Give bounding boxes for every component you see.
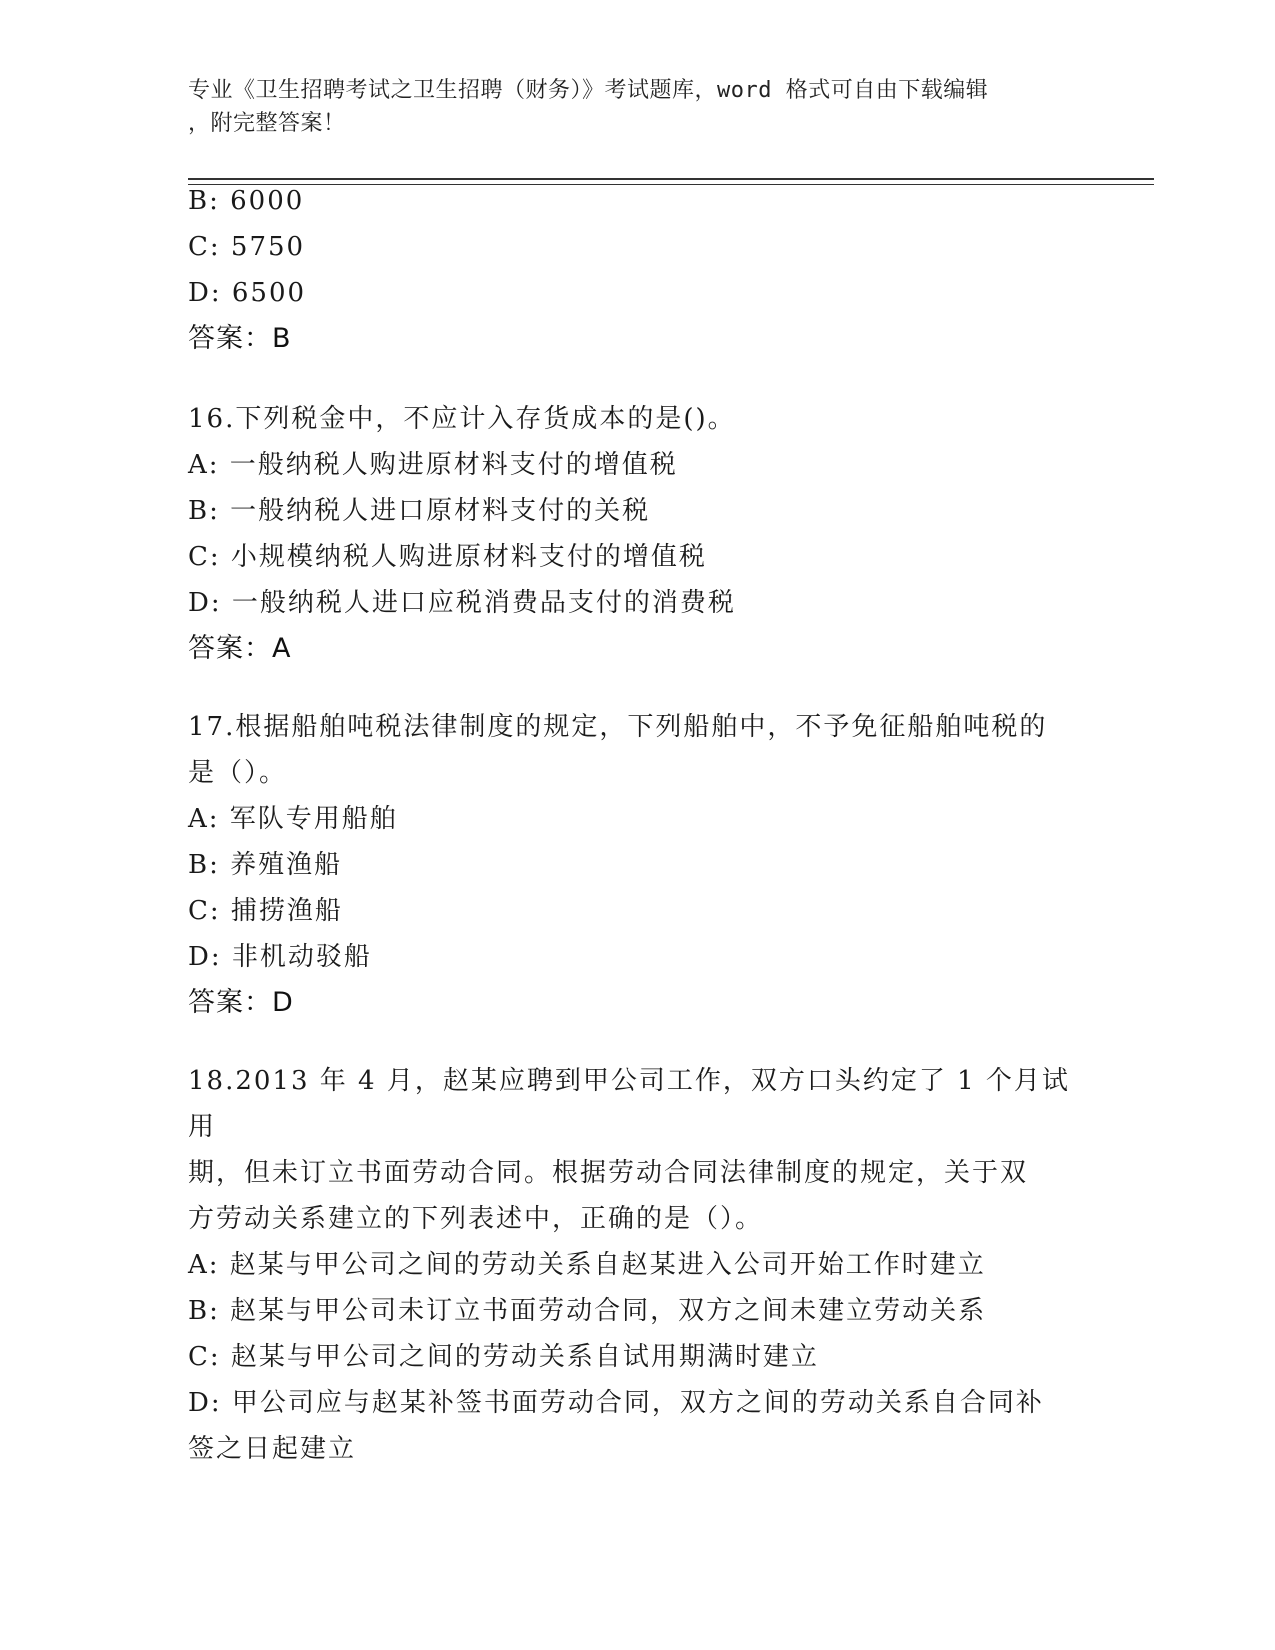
option-b: B: 养殖渔船 [188, 850, 343, 880]
question-17 [188, 704, 1088, 1026]
option-d-line-2: 签之日起建立 [188, 1434, 357, 1464]
answer-label: 答案：D [188, 987, 294, 1018]
question-title-line-2: 是（）。 [188, 758, 288, 788]
option-a: A: 一般纳税人购进原材料支付的增值税 [188, 450, 678, 480]
option-d: D: 6500 [188, 278, 307, 308]
option-d-line-1: D: 甲公司应与赵某补签书面劳动合同，双方之间的劳动关系自合同补 [188, 1388, 1044, 1418]
option-a: A: 军队专用船舶 [188, 804, 398, 834]
question-title-line-2: 期，但未订立书面劳动合同。根据劳动合同法律制度的规定，关于双 [188, 1158, 1029, 1188]
option-b: B: 6000 [188, 186, 305, 216]
question-title-line-3: 方劳动关系建立的下列表述中，正确的是（）。 [188, 1204, 764, 1234]
question-18 [188, 1058, 1088, 1472]
option-b: B: 赵某与甲公司未订立书面劳动合同，双方之间未建立劳动关系 [188, 1296, 987, 1326]
option-b: B: 一般纳税人进口原材料支付的关税 [188, 496, 651, 526]
question-title-line-1: 18.2013 年 4 月，赵某应聘到甲公司工作，双方口头约定了 1 个月试用 [188, 1066, 1070, 1142]
document-header [188, 74, 1068, 140]
answer-label: 答案：A [188, 633, 292, 664]
question-15-continued [188, 178, 1088, 362]
question-title-line-1: 17.根据船舶吨税法律制度的规定，下列船舶中，不予免征船舶吨税的 [188, 712, 1048, 742]
question-title: 16.下列税金中，不应计入存货成本的是()。 [188, 404, 736, 434]
option-a: A: 赵某与甲公司之间的劳动关系自赵某进入公司开始工作时建立 [188, 1250, 986, 1280]
option-c: C: 5750 [188, 232, 306, 262]
option-c: C: 赵某与甲公司之间的劳动关系自试用期满时建立 [188, 1342, 819, 1372]
option-d: D: 一般纳税人进口应税消费品支付的消费税 [188, 588, 736, 618]
question-16 [188, 396, 1088, 672]
option-d: D: 非机动驳船 [188, 942, 372, 972]
option-c: C: 小规模纳税人购进原材料支付的增值税 [188, 542, 707, 572]
header-line-2: ，附完整答案！ [188, 111, 346, 136]
option-c: C: 捕捞渔船 [188, 896, 343, 926]
answer-label: 答案：B [188, 323, 292, 354]
header-line-1: 专业《卫生招聘考试之卫生招聘（财务）》考试题库，word 格式可自由下载编辑 [188, 78, 989, 103]
